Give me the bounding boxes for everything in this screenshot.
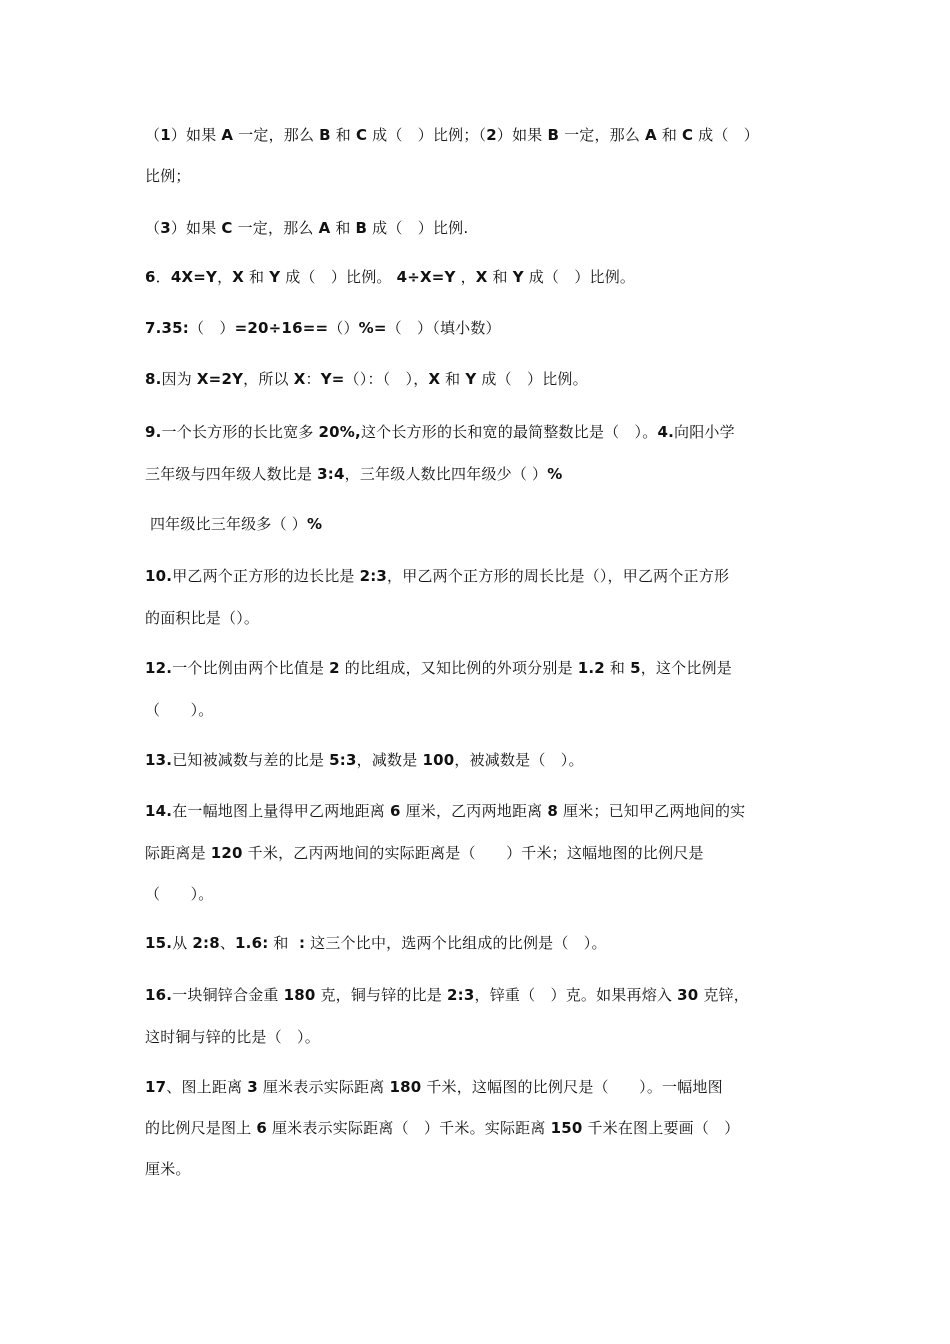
bold-text: Y xyxy=(465,370,477,388)
bold-text: X=2Y xyxy=(196,370,244,388)
bold-text: 17 xyxy=(145,1078,167,1096)
text-run: 一个比例由两个比值是 xyxy=(172,659,330,677)
bold-text: 16. xyxy=(145,986,173,1004)
bold-text: % xyxy=(306,515,323,533)
bold-text: Y xyxy=(512,268,524,286)
bold-text: 4÷X=Y xyxy=(396,268,456,286)
question-line xyxy=(145,464,562,484)
text-run: 厘米表示实际距离（ ）千米。实际距离 xyxy=(267,1119,551,1137)
bold-text: C xyxy=(221,219,233,237)
bold-text: Y xyxy=(269,268,281,286)
question-line xyxy=(145,166,191,186)
text-run: 比例； xyxy=(145,167,191,185)
text-run: ，三年级人数比四年级少（ ） xyxy=(344,465,548,483)
text-run: 成（ ）比例。 xyxy=(476,370,588,388)
question-line xyxy=(145,608,259,628)
bold-text: 2 xyxy=(329,659,340,677)
text-run: 因为 xyxy=(161,370,197,388)
text-run: 千米，这幅图的比例尺是（ ）。一幅地图 xyxy=(421,1078,723,1096)
bold-text: 15. xyxy=(145,934,173,952)
bold-text: 3 xyxy=(247,1078,258,1096)
bold-text: % xyxy=(547,465,563,483)
bold-text: C xyxy=(682,126,694,144)
text-run: 和 xyxy=(330,219,356,237)
bold-text: B xyxy=(547,126,560,144)
text-run: 成（ ）比例；（ xyxy=(367,126,487,144)
question-line xyxy=(145,884,214,904)
text-run: 厘米。 xyxy=(145,1160,191,1178)
bold-text: 20%, xyxy=(318,423,361,441)
text-run: 际距离是 xyxy=(145,844,211,862)
bold-text: A xyxy=(221,126,234,144)
text-run: 已知被减数与差的比是 xyxy=(172,751,330,769)
bold-text: X xyxy=(232,268,245,286)
text-run: 、图上距离 xyxy=(166,1078,248,1096)
text-run: 三年级与四年级人数比是 xyxy=(145,465,318,483)
bold-text: 6 xyxy=(145,268,156,286)
text-run: ，锌重（ ）克。如果再熔入 xyxy=(474,986,678,1004)
text-run: （ ）（填小数） xyxy=(386,319,501,337)
bold-text: 6 xyxy=(389,802,401,820)
bold-text: 10. xyxy=(145,567,173,585)
bold-text: 2:3 xyxy=(359,567,388,585)
bold-text: 4X=Y xyxy=(170,268,218,286)
text-run: 和 xyxy=(604,659,631,677)
text-run: （ xyxy=(145,219,161,237)
text-run: ）如果 xyxy=(170,219,222,237)
text-run: ，这个比例是 xyxy=(640,659,732,677)
text-run: 克，铜与锌的比是 xyxy=(315,986,448,1004)
question-line xyxy=(145,700,214,720)
text-run: 一定，那么 xyxy=(233,126,320,144)
bold-text: 120 xyxy=(210,844,243,862)
question-line xyxy=(145,318,501,338)
bold-text: 3:4 xyxy=(317,465,345,483)
text-run: 成（ ）比例。 xyxy=(280,268,397,286)
question-line xyxy=(145,933,607,953)
text-run: 的比例尺是图上 xyxy=(145,1119,257,1137)
bold-text: 1.6: xyxy=(235,934,269,952)
bold-text: %= xyxy=(358,319,387,337)
bold-text: 7.35: xyxy=(145,319,190,337)
question-line xyxy=(145,514,322,534)
question-line xyxy=(145,267,635,287)
bold-text: 6 xyxy=(256,1119,268,1137)
text-run: （） xyxy=(328,319,359,337)
text-run: 这时铜与锌的比是（ ）。 xyxy=(145,1028,320,1046)
bold-text: 2:3 xyxy=(447,986,475,1004)
bold-text: 5 xyxy=(630,659,641,677)
text-run: 厘米表示实际距离 xyxy=(257,1078,390,1096)
question-line xyxy=(145,422,735,442)
text-run: 和 xyxy=(656,126,682,144)
question-line xyxy=(145,125,810,145)
text-run: 成（ ）比例。 xyxy=(523,268,636,286)
text-run: （ xyxy=(145,126,161,144)
text-run: 在一幅地图上量得甲乙两地距离 xyxy=(172,802,390,820)
bold-text: 2 xyxy=(486,126,497,144)
bold-text: 8 xyxy=(547,802,558,820)
text-run: ． xyxy=(155,268,171,286)
bold-text: 14. xyxy=(145,802,173,820)
bold-text: 2:8 xyxy=(192,934,220,952)
bold-text: 30 xyxy=(677,986,699,1004)
bold-text: 4. xyxy=(657,423,674,441)
text-run: 和 xyxy=(268,934,294,952)
text-run: 厘米；已知甲乙两地间的实 xyxy=(558,802,746,820)
bold-text: X xyxy=(428,370,441,388)
question-line xyxy=(145,801,745,821)
question-line xyxy=(145,1118,739,1138)
text-run: ，甲乙两个正方形的周长比是（），甲乙两个正方形 xyxy=(387,567,730,585)
bold-text: 150 xyxy=(550,1119,583,1137)
text-run: 厘米，乙丙两地距离 xyxy=(400,802,548,820)
text-run: ： xyxy=(305,370,321,388)
text-run: 一定，那么 xyxy=(559,126,646,144)
bold-text: C xyxy=(355,126,368,144)
text-run: 的比组成，又知比例的外项分别是 xyxy=(339,659,578,677)
bold-text: A xyxy=(645,126,657,144)
bold-text: 8. xyxy=(145,370,162,388)
question-line xyxy=(145,1077,723,1097)
text-run: 千米，乙丙两地间的实际距离是（ ）千米；这幅地图的比例尺是 xyxy=(242,844,704,862)
text-run: 一个长方形的长比宽多 xyxy=(161,423,319,441)
text-run: （ ）。 xyxy=(145,885,214,903)
text-run: 和 xyxy=(487,268,513,286)
text-run: 的面积比是（）。 xyxy=(145,609,260,627)
question-line xyxy=(145,843,704,863)
text-run: 这三个比中，选两个比组成的比例是（ ）。 xyxy=(305,934,607,952)
question-line xyxy=(145,750,584,770)
bold-text: X xyxy=(293,370,306,388)
question-line xyxy=(145,218,468,238)
question-line xyxy=(145,369,588,389)
bold-text: 9. xyxy=(145,423,162,441)
text-run: 甲乙两个正方形的边长比是 xyxy=(172,567,360,585)
text-run: ， xyxy=(217,268,233,286)
bold-text: 13. xyxy=(145,751,173,769)
text-run: ）如果 xyxy=(496,126,548,144)
bold-text: B xyxy=(355,219,368,237)
bold-text: 1.2 xyxy=(577,659,605,677)
text-run: 四年级比三年级多（ ） xyxy=(145,515,307,533)
text-run: 、 xyxy=(219,934,236,952)
text-run: 从 xyxy=(172,934,193,952)
bold-text: 12. xyxy=(145,659,173,677)
question-line xyxy=(145,1159,191,1179)
text-run: 和 xyxy=(440,370,466,388)
bold-text: X xyxy=(475,268,488,286)
text-run: 千米在图上要画（ ） xyxy=(582,1119,740,1137)
text-run: 成（ ） xyxy=(693,126,759,144)
bold-text: 100 xyxy=(422,751,455,769)
bold-text: 3 xyxy=(160,219,171,237)
bold-text: B xyxy=(319,126,331,144)
bold-text: : xyxy=(293,934,306,952)
text-run: 向阳小学 xyxy=(674,423,735,441)
text-run: ）如果 xyxy=(170,126,222,144)
bold-text: Y= xyxy=(320,370,345,388)
bold-text: 180 xyxy=(283,986,316,1004)
question-line xyxy=(145,566,729,586)
text-run: ，所以 xyxy=(243,370,294,388)
text-run: ，减数是 xyxy=(356,751,423,769)
text-run: 和 xyxy=(330,126,356,144)
bold-text: =20÷16== xyxy=(234,319,329,337)
text-run: 这个长方形的长和宽的最简整数比是（ ）。 xyxy=(360,423,658,441)
text-run: 成（ ）比例. xyxy=(367,219,469,237)
question-line xyxy=(145,658,732,678)
bold-text: 5:3 xyxy=(329,751,357,769)
bold-text: 180 xyxy=(389,1078,422,1096)
text-run: 一块铜锌合金重 xyxy=(172,986,284,1004)
text-run: （）：（ ）， xyxy=(344,370,429,388)
text-run: 一定，那么 xyxy=(232,219,319,237)
text-run: ，被减数是（ ）。 xyxy=(454,751,584,769)
text-run: （ ） xyxy=(189,319,235,337)
text-run: 克锌， xyxy=(698,986,749,1004)
question-line xyxy=(145,985,749,1005)
bold-text: 1 xyxy=(160,126,171,144)
text-run: （ ）。 xyxy=(145,701,214,719)
text-run: 和 xyxy=(244,268,270,286)
text-run: ， xyxy=(455,268,476,286)
bold-text: A xyxy=(318,219,331,237)
question-line xyxy=(145,1027,320,1047)
